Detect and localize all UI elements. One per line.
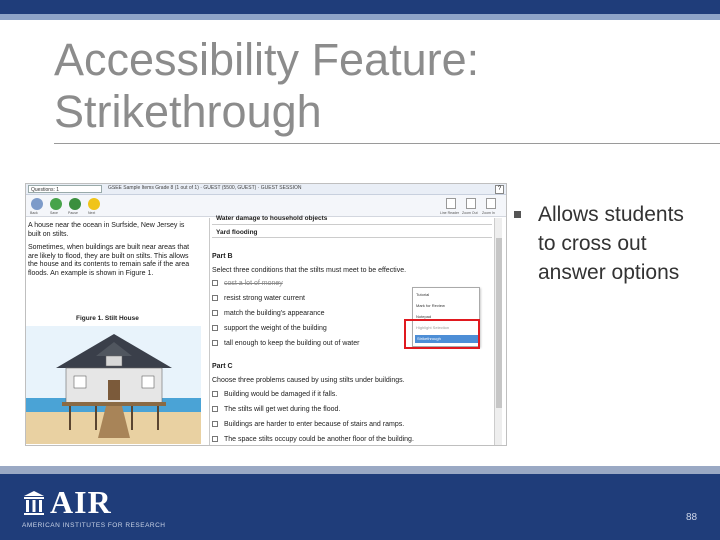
scrollbar[interactable] (494, 218, 502, 446)
next-label: Next (88, 211, 96, 215)
help-button[interactable]: ? (495, 185, 504, 194)
title-divider (54, 143, 720, 144)
footer-accent-bar (0, 466, 720, 474)
part-c-option[interactable] (212, 436, 414, 443)
option-label: The space stilts occupy could be another floor of the building. (224, 436, 414, 443)
part-c-label: Part C (212, 363, 233, 370)
bullet-square-icon (514, 211, 521, 218)
logo-text: AIR (50, 484, 112, 520)
building-icon (22, 490, 46, 516)
part-b-option[interactable] (212, 280, 283, 287)
strikethrough-highlight-box (404, 319, 480, 349)
pause-icon[interactable] (69, 198, 81, 210)
logo-subtitle: AMERICAN INSTITUTES FOR RESEARCH (22, 522, 166, 529)
part-b-option[interactable] (212, 325, 327, 332)
part-c-option[interactable] (212, 406, 340, 413)
part-b-label: Part B (212, 253, 233, 260)
part-b-option[interactable] (212, 295, 305, 302)
test-toolbar (26, 195, 507, 217)
part-c-prompt: Choose three problems caused by using stilts under buildings. (212, 377, 405, 384)
context-menu-item[interactable]: Tutorial (416, 292, 430, 297)
save-label: Save (50, 211, 58, 215)
pause-label: Pause (68, 211, 78, 215)
zoom-in-label: Zoom In (482, 211, 495, 215)
part-b-option[interactable] (212, 340, 359, 347)
passage-panel (26, 218, 201, 446)
air-logo (22, 484, 232, 532)
part-b-prompt: Select three conditions that the stilts must meet to be effective. (212, 267, 407, 274)
option-label: Buildings are harder to enter because of stairs and ramps. (224, 421, 405, 428)
save-icon[interactable] (50, 198, 62, 210)
line-reader-label: Line Reader (440, 211, 460, 215)
title-line-2: Strikethrough (54, 86, 322, 137)
checkbox[interactable] (212, 391, 218, 397)
part-c-option[interactable] (212, 421, 404, 428)
test-caption: GSEE Sample Items Grade 8 (1 out of 1) · GUEST (5500, GUEST) · GUEST SESSION (108, 185, 302, 191)
question-select[interactable] (28, 185, 102, 193)
option-label: tall enough to keep the building out of water (224, 340, 360, 347)
part-b-option[interactable] (212, 310, 325, 317)
zoom-out-label: Zoom Out (462, 211, 478, 215)
option-label: support the weight of the building (224, 325, 327, 332)
figure-caption: Figure 1. Stilt House (76, 315, 139, 322)
next-icon[interactable] (88, 198, 100, 210)
zoom-in-icon[interactable] (486, 198, 496, 209)
checkbox[interactable] (212, 406, 218, 412)
top-bar (0, 0, 720, 14)
zoom-out-icon[interactable] (466, 198, 476, 209)
option-label: Building would be damaged if it falls. (224, 391, 338, 398)
checkbox[interactable] (212, 421, 218, 427)
context-menu-item[interactable]: Highlight Selection (416, 325, 450, 330)
option-label: resist strong water current (224, 295, 305, 302)
table-row-label: Water damage to household objects (216, 215, 328, 222)
top-accent-bar (0, 14, 720, 20)
checkbox[interactable] (212, 295, 218, 301)
table-row (212, 228, 492, 238)
checkbox[interactable] (212, 340, 218, 346)
strikethrough-menu-label: Strikethrough (417, 336, 441, 341)
context-menu-item[interactable]: Notepad (416, 314, 432, 319)
checkbox[interactable] (212, 325, 218, 331)
option-label: match the building's appearance (224, 310, 325, 317)
line-reader-icon[interactable] (446, 198, 456, 209)
page-number: 88 (686, 512, 698, 523)
checkbox[interactable] (212, 280, 218, 286)
title-line-1: Accessibility Feature: (54, 34, 480, 85)
option-label: The stilts will get wet during the flood. (224, 406, 341, 413)
context-menu-item[interactable]: Mark for Review (416, 303, 445, 308)
test-screenshot (25, 183, 507, 446)
part-c-option[interactable] (212, 391, 337, 398)
table-row-label: Yard flooding (216, 229, 258, 236)
test-header (26, 184, 507, 195)
stilt-house-illustration (26, 326, 201, 444)
checkbox[interactable] (212, 436, 218, 442)
passage-body: Sometimes, when buildings are built near areas that are likely to flood, they are built on stilts. This allows the house and its contents to remain safe if the area floods. An example is shown in Figure 1. (28, 244, 190, 277)
slide-title (54, 34, 694, 138)
question-select-label: Questions: 1 (31, 187, 60, 193)
scrollbar-thumb[interactable] (496, 238, 502, 408)
checkbox[interactable] (212, 310, 218, 316)
bullet-text: Allows students to cross out answer options (538, 203, 684, 284)
table-row (212, 215, 492, 225)
passage-heading: A house near the ocean in Surfside, New Jersey is built on stilts. (28, 222, 185, 238)
back-label: Back (30, 211, 38, 215)
option-label-struck: cost a lot of money (224, 280, 283, 287)
back-icon[interactable] (31, 198, 43, 210)
